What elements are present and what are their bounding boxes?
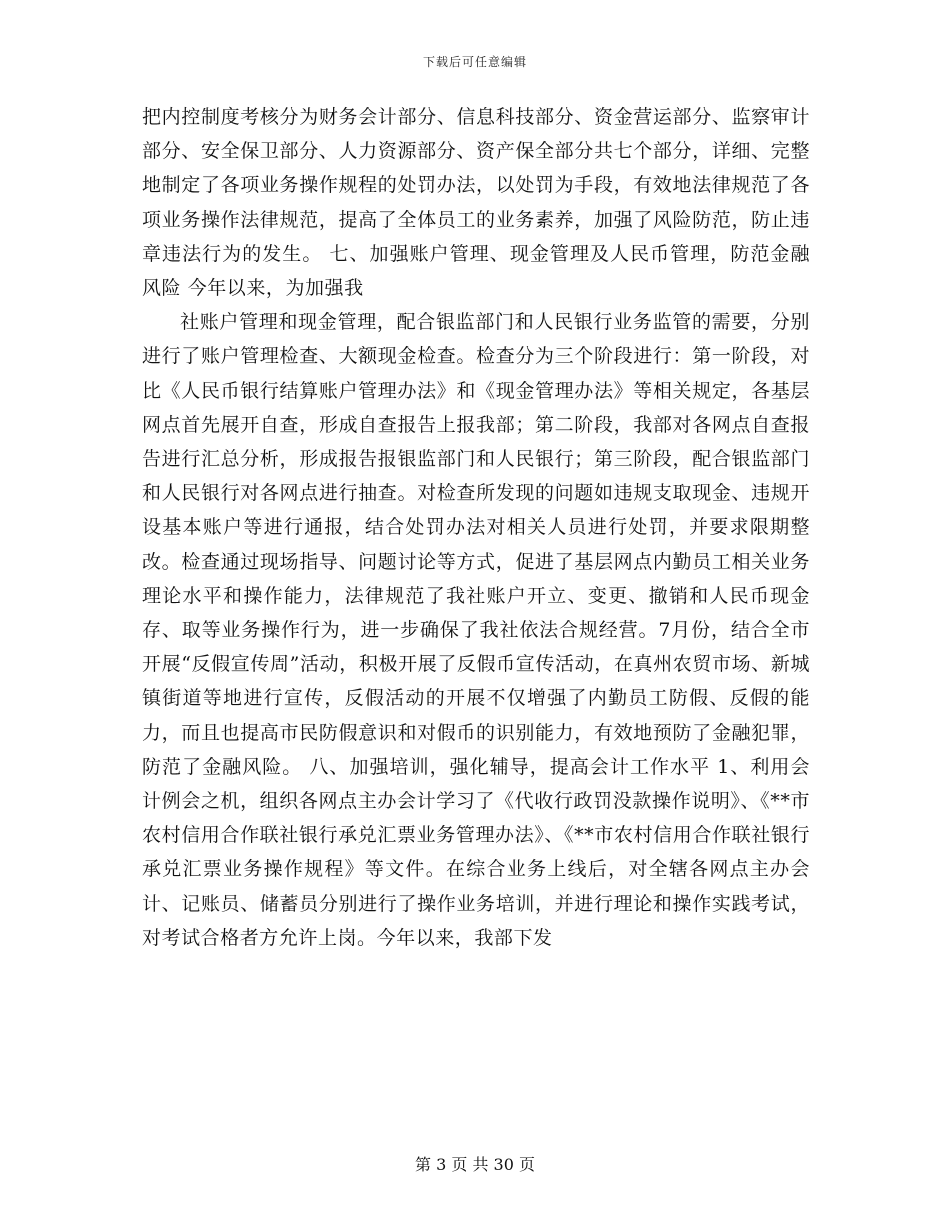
document-body [142,100,810,955]
page-number-footer: 第 3 页 共 30 页 [415,1155,535,1174]
page-header: 下载后可任意编辑 [422,55,527,69]
paragraph-1: 把内控制度考核分为财务会计部分、信息科技部分、资金营运部分、监察审计部分、安全保卫部分、人力资源部分、资产保全部分共七个部分，详细、完整地制定了各项业务操作规程的处罚办法，以处罚为手段，有效地法律规范了各项业务操作法律规范，提高了全体员工的业务素养，加强了风险防范，防止违章违法行为的发生。 七、加强账户管理、现金管理及人民币管理，防范金融风险 今年以来，为加强我 [142,106,810,300]
paragraph-2: 社账户管理和现金管理，配合银监部门和人民银行业务监管的需要，分别进行了账户管理检查、大额现金检查。检查分为三个阶段进行：第一阶段，对比《人民币银行结算账户管理办法》和《现金管理办法》等相关规定，各基层网点首先展开自查，形成自查报告上报我部；第二阶段，我部对各网点自查报告进行汇总分析，形成报告报银监部门和人民银行；第三阶段，配合银监部门和人民银行对各网点进行抽查。对检查所发现的问题如违规支取现金、违规开设基本账户等进行通报，结合处罚办法对相关人员进行处罚，并要求限期整改。检查通过现场指导、问题讨论等方式，促进了基层网点内勤员工相关业务理论水平和操作能力，法律规范了我社账户开立、变更、撤销和人民币现金存、取等业务操作行为，进一步确保了我社依法合规经营。7月份，结合全市开展“反假宣传周”活动，积极开展了反假币宣传活动，在真州农贸市场、新城镇街道等地进行宣传，反假活动的开展不仅增强了内勤员工防假、反假的能力，而且也提高市民防假意识和对假币的识别能力，有效地预防了金融犯罪，防范了金融风险。 八、加强培训，强化辅导，提高会计工作水平 1、利用会计例会之机，组织各网点主办会计学习了《代收行政罚没款操作说明》、《**市农村信用合作联社银行承兑汇票业务管理办法》、《**市农村信用合作联社银行承兑汇票业务操作规程》等文件。在综合业务上线后，对全辖各网点主办会计、记账员、储蓄员分别进行了操作业务培训，并进行理论和操作实践考试，对考试合格者方允许上岗。今年以来，我部下发 [142,311,810,949]
